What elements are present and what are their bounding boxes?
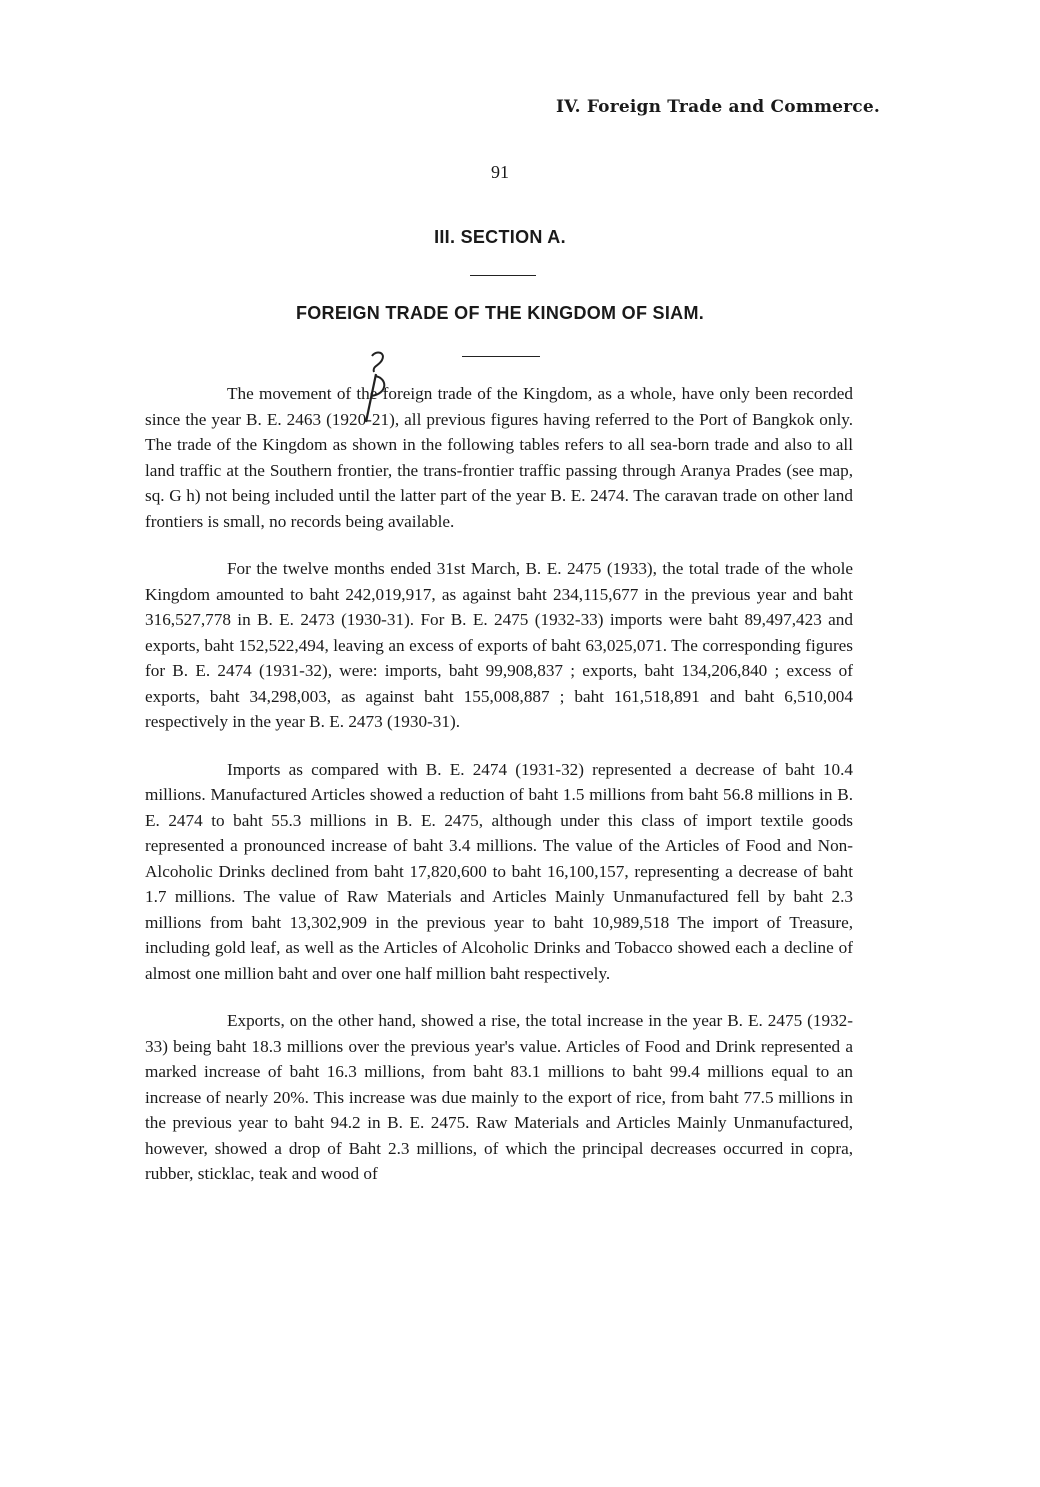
paragraph: For the twelve months ended 31st March, B. E. 2475 (1933), the total trade of the whole Kingdom amounted to baht 242,019,917, as against baht 234,115,677 in the previous year and baht 316,527,778 in B. E. 2473 (1930-31). For B. E. 2475 (1932-33) imports were baht 89,497,423 and exports, baht 152,522,494, leaving an excess of exports of baht 63,025,071. The corresponding figures for B. E. 2474 (1931-32), were: imports, baht 99,908,837 ; exports, baht 134,206,840 ; excess of exports, baht 34,298,003, as against baht 155,008,887 ; baht 161,518,891 and baht 6,510,004 respectively in the year B. E. 2473 (1930-31).: [145, 559, 853, 731]
paragraph: The movement of the foreign trade of the Kingdom, as a whole, have only been recorded since the year B. E. 2463 (1920-21), all previous figures having referred to the Port of Bangkok only. The trade of the Kingdom as shown in the following tables refers to all sea-born trade and also to all land traffic at the Southern frontier, the trans-frontier traffic passing through Aranya Prades (see map, sq. G h) not being included until the latter part of the year B. E. 2474. The caravan trade on other land frontiers is small, no records being available.: [145, 384, 853, 531]
paragraph: Exports, on the other hand, showed a rise, the total increase in the year B. E. 2475 (1932-33) being baht 18.3 millions over the previous year's value. Articles of Food and Drink represented a marked increase of baht 16.3 millions, from baht 83.1 millions to baht 99.4 millions equal to an increase of nearly 20%. This increase was due mainly to the export of rice, from baht 77.5 millions in the previous year to baht 94.2 in B. E. 2475. Raw Materials and Articles Mainly Unmanufactured, however, showed a drop of Baht 2.3 millions, of which the principal decreases occurred in copra, rubber, sticklac, teak and wood of: [145, 1011, 853, 1183]
divider-rule: [470, 275, 536, 276]
body-text: [145, 381, 853, 1209]
paragraph: Imports as compared with B. E. 2474 (1931-32) represented a decrease of baht 10.4 millions. Manufactured Articles showed a reduction of baht 1.5 millions from baht 56.8 millions in B. E. 2474 to baht 55.3 millions in B. E. 2475, although under this class of import textile goods represented a pronounced increase of baht 3.4 millions. The value of the Articles of Food and Non-Alcoholic Drinks declined from baht 17,820,600 to baht 16,100,157, representing a decrease of baht 1.7 millions. The value of Raw Materials and Articles Mainly Unmanufactured fell by baht 2.3 millions from baht 13,302,909 in the previous year to baht 10,989,518 The import of Treasure, including gold leaf, as well as the Articles of Alcoholic Drinks and Tobacco showed each a decline of almost one million baht and over one half million baht respectively.: [145, 759, 853, 983]
page-number: 91: [491, 162, 509, 182]
section-heading: III. SECTION A.: [434, 227, 566, 247]
running-head: IV. Foreign Trade and Commerce.: [556, 97, 880, 117]
divider-rule: [462, 356, 540, 357]
document-title: FOREIGN TRADE OF THE KINGDOM OF SIAM.: [295, 303, 705, 323]
